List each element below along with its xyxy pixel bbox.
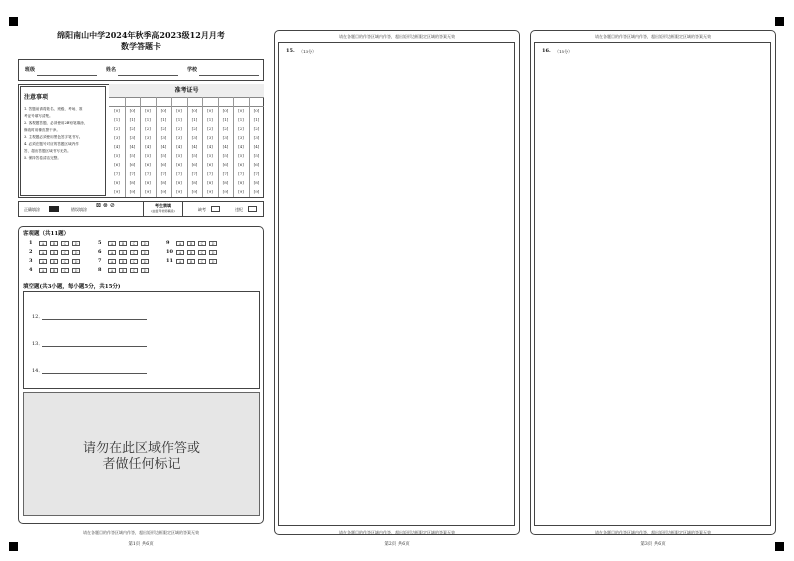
zhunkao-bubble[interactable]: [6] — [238, 162, 244, 167]
objective-option-bubble[interactable]: B — [119, 241, 127, 246]
zhunkao-bubble[interactable]: [7] — [129, 171, 136, 176]
wrong-fill-label: 错误填涂 — [71, 207, 87, 212]
zhunkao-bubble[interactable]: [9] — [253, 189, 260, 194]
objective-question-number: 3 — [29, 258, 33, 264]
violation-label: 违纪 — [235, 207, 243, 212]
correct-fill-label: 正确填涂 — [24, 207, 40, 212]
blank-number: 12． — [32, 314, 44, 320]
zhunkao-bubble[interactable]: [2] — [222, 126, 229, 131]
objective-option-bubble[interactable]: A — [176, 241, 184, 246]
zhunkao-bubble[interactable]: [8] — [160, 180, 167, 185]
objective-question-number: 8 — [98, 267, 102, 273]
zhunkao-bubble[interactable]: [1] — [238, 117, 244, 122]
zhunkao-bubble[interactable]: [6] — [222, 162, 229, 167]
objective-option-bubble[interactable]: D — [141, 268, 149, 273]
fill-blank-box — [23, 291, 260, 389]
zhunkao-bubble[interactable]: [4] — [191, 144, 198, 149]
zhunkao-bubble[interactable]: [2] — [114, 126, 120, 131]
objective-option-bubble[interactable]: C — [61, 250, 69, 255]
objective-option-bubble[interactable]: C — [198, 259, 206, 264]
zhunkao-bubble[interactable]: [3] — [145, 135, 151, 140]
objective-option-bubble[interactable]: B — [119, 268, 127, 273]
student-info-box — [18, 59, 264, 81]
zhunkao-bubble[interactable]: [4] — [129, 144, 136, 149]
zhunkao-bubble[interactable]: [0] — [207, 108, 213, 113]
zhunkao-bubble[interactable]: [4] — [176, 144, 182, 149]
footer-warning: 请在各题目的作答区域内作答，超出矩形边框限定区域的答案无效 — [83, 530, 199, 535]
absent-label: 缺考 — [198, 207, 206, 212]
objective-option-bubble[interactable]: A — [39, 241, 47, 246]
zhunkao-grid[interactable] — [109, 107, 264, 197]
objective-option-bubble[interactable]: B — [187, 241, 195, 246]
page-number: 第1页 共6页 — [128, 542, 154, 547]
alignment-mark — [9, 17, 18, 26]
no-answer-zone — [23, 392, 260, 516]
correct-fill-sample — [49, 206, 59, 212]
note-line: 2. 客观题答题，必须使用2B铅笔填涂， — [24, 121, 88, 125]
zhunkao-bubble[interactable]: [4] — [160, 144, 167, 149]
alignment-mark — [9, 542, 18, 551]
school-label: 学校 — [187, 67, 198, 73]
objective-option-bubble[interactable]: D — [72, 268, 80, 273]
zhunkao-bubble[interactable]: [3] — [238, 135, 244, 140]
zhunkao-bubble[interactable]: [4] — [114, 144, 120, 149]
zhunkao-bubble[interactable]: [3] — [129, 135, 136, 140]
zhunkao-bubble[interactable]: [9] — [129, 189, 136, 194]
q16-number: 16. — [542, 48, 551, 54]
objective-option-bubble[interactable]: D — [209, 241, 217, 246]
zhunkao-bubble[interactable]: [7] — [114, 171, 120, 176]
zhunkao-bubble[interactable]: [1] — [160, 117, 167, 122]
zhunkao-bubble[interactable]: [8] — [222, 180, 229, 185]
blank-number: 14． — [32, 368, 44, 374]
zhunkao-bubble[interactable]: [7] — [191, 171, 198, 176]
zhunkao-bubble[interactable]: [1] — [129, 117, 136, 122]
zhunkao-bubble[interactable]: [0] — [114, 108, 120, 113]
class-field[interactable] — [37, 75, 97, 76]
zhunkao-bubble[interactable]: [3] — [222, 135, 229, 140]
blank-answer-line[interactable] — [42, 319, 147, 320]
name-label: 姓名 — [106, 67, 117, 73]
zhunkao-bubble[interactable]: [5] — [238, 153, 244, 158]
zhunkao-bubble[interactable]: [6] — [191, 162, 198, 167]
objective-option-bubble[interactable]: D — [209, 250, 217, 255]
zhunkao-bubble[interactable]: [1] — [191, 117, 198, 122]
zhunkao-bubble[interactable]: [3] — [114, 135, 120, 140]
objective-option-bubble[interactable]: A — [108, 268, 116, 273]
objective-option-bubble[interactable]: C — [198, 241, 206, 246]
objective-option-bubble[interactable]: A — [108, 259, 116, 264]
zhunkao-bubble[interactable]: [2] — [129, 126, 136, 131]
zhunkao-bubble[interactable]: [9] — [160, 189, 167, 194]
zhunkao-bubble[interactable]: [0] — [222, 108, 229, 113]
alignment-mark — [775, 542, 784, 551]
zhunkao-bubble[interactable]: [3] — [176, 135, 182, 140]
zhunkao-bubble[interactable]: [2] — [145, 126, 151, 131]
zhunkao-bubble[interactable]: [9] — [145, 189, 151, 194]
zhunkao-bubble[interactable]: [9] — [238, 189, 244, 194]
zhunkao-bubble[interactable]: [4] — [145, 144, 151, 149]
note-line: 考证号填写清楚。 — [24, 114, 53, 118]
note-line: 4. 必须在题号对应的答题区域内作 — [24, 142, 79, 146]
zhunkao-bubble[interactable]: [1] — [253, 117, 260, 122]
zhunkao-bubble[interactable]: [8] — [253, 180, 260, 185]
note-line: 1. 答题前请将姓名、班级、考场、准 — [24, 107, 83, 111]
zhunkao-bubble[interactable]: [6] — [129, 162, 136, 167]
objective-option-bubble[interactable]: C — [61, 268, 69, 273]
objective-option-bubble[interactable]: B — [119, 250, 127, 255]
absent-title: 考生禁填 — [155, 203, 171, 208]
zhunkao-bubble[interactable]: [4] — [253, 144, 260, 149]
objective-option-bubble[interactable]: C — [198, 250, 206, 255]
zhunkao-bubble[interactable]: [9] — [207, 189, 213, 194]
objective-option-bubble[interactable]: B — [119, 259, 127, 264]
objective-question-number: 5 — [98, 240, 102, 246]
zhunkao-bubble[interactable]: [4] — [222, 144, 229, 149]
objective-option-bubble[interactable]: A — [39, 250, 47, 255]
objective-question-number: 6 — [98, 249, 102, 255]
objective-option-bubble[interactable]: D — [141, 250, 149, 255]
zhunkao-bubble[interactable]: [6] — [253, 162, 260, 167]
name-field[interactable] — [118, 75, 178, 76]
objective-question-number: 9 — [166, 240, 170, 246]
zhunkao-bubble[interactable]: [1] — [145, 117, 151, 122]
blank-answer-line[interactable] — [42, 373, 147, 374]
notes-title: 注意事项 — [24, 94, 49, 101]
zhunkao-bubble[interactable]: [9] — [176, 189, 182, 194]
objective-option-bubble[interactable]: A — [108, 250, 116, 255]
zhunkao-bubble[interactable]: [2] — [238, 126, 244, 131]
zhunkao-bubble[interactable]: [8] — [207, 180, 213, 185]
zhunkao-bubble[interactable]: [5] — [129, 153, 136, 158]
zhunkao-bubble[interactable]: [7] — [207, 171, 213, 176]
objective-option-bubble[interactable]: B — [50, 241, 58, 246]
zhunkao-bubble[interactable]: [5] — [207, 153, 213, 158]
fill-example-box — [18, 201, 264, 217]
absent-checkbox[interactable] — [211, 206, 220, 212]
zhunkao-bubble[interactable]: [8] — [176, 180, 182, 185]
zhunkao-bubble[interactable]: [6] — [207, 162, 213, 167]
zhunkao-bubble[interactable]: [3] — [253, 135, 260, 140]
absent-box — [143, 202, 183, 216]
objective-option-bubble[interactable]: A — [176, 250, 184, 255]
zhunkao-bubble[interactable]: [7] — [145, 171, 151, 176]
objective-option-bubble[interactable]: B — [50, 259, 58, 264]
note-line: 修改时用橡皮擦干净。 — [24, 128, 60, 132]
objective-option-bubble[interactable]: D — [209, 259, 217, 264]
q16-score: （15分） — [555, 49, 573, 54]
exam-title: 绵阳南山中学2024年秋季高2023级12月月考 — [57, 30, 225, 40]
zhunkao-bubble[interactable]: [0] — [238, 108, 244, 113]
zhunkao-bubble[interactable]: [2] — [160, 126, 167, 131]
objective-question-number: 7 — [98, 258, 102, 264]
fill-blank-title: 填空题(共3小题，每小题5分，共15分) — [23, 284, 121, 290]
notes-panel — [20, 86, 106, 196]
blank-answer-line[interactable] — [42, 346, 147, 347]
zhunkao-bubble[interactable]: [2] — [253, 126, 260, 131]
zhunkao-bubble[interactable]: [6] — [160, 162, 167, 167]
zhunkao-bubble[interactable]: [4] — [207, 144, 213, 149]
zhunkao-bubble[interactable]: [2] — [207, 126, 213, 131]
zhunkao-bubble[interactable]: [5] — [145, 153, 151, 158]
zhunkao-bubble[interactable]: [5] — [176, 153, 182, 158]
objective-option-bubble[interactable]: B — [187, 250, 195, 255]
zhunkao-bubble[interactable]: [1] — [207, 117, 213, 122]
objective-option-bubble[interactable]: B — [50, 250, 58, 255]
objective-option-bubble[interactable]: A — [39, 259, 47, 264]
objective-option-bubble[interactable]: D — [72, 250, 80, 255]
wrong-fill-samples: ⊠ ⊗ ⊘ — [96, 202, 115, 209]
objective-option-bubble[interactable]: D — [141, 241, 149, 246]
zhunkao-bubble[interactable]: [2] — [191, 126, 198, 131]
no-answer-line2: 者做任何标记 — [102, 457, 181, 472]
zhunkao-bubble[interactable]: [8] — [114, 180, 120, 185]
absent-sub: (由监考老师填涂) — [151, 209, 175, 213]
zhunkao-bubble[interactable]: [5] — [191, 153, 198, 158]
q15-number: 15. — [286, 48, 295, 54]
objective-option-bubble[interactable]: A — [108, 241, 116, 246]
zhunkao-bubble[interactable]: [8] — [129, 180, 136, 185]
violation-checkbox[interactable] — [248, 206, 257, 212]
objective-option-bubble[interactable]: D — [141, 259, 149, 264]
sheet-title: 数学答题卡 — [121, 41, 161, 51]
q15-score: （13分） — [299, 49, 317, 54]
note-line: 答，超出答题区域书写无效。 — [24, 149, 71, 153]
objective-option-bubble[interactable]: C — [61, 259, 69, 264]
zhunkao-bubble[interactable]: [1] — [176, 117, 182, 122]
no-answer-line1: 请勿在此区域作答或 — [82, 441, 200, 456]
zhunkao-bubble[interactable]: [3] — [160, 135, 167, 140]
zhunkao-bubble[interactable]: [7] — [253, 171, 260, 176]
zhunkao-bubble[interactable]: [0] — [160, 108, 167, 113]
zhunkao-bubble[interactable]: [8] — [145, 180, 151, 185]
page-title — [18, 30, 264, 52]
note-line: 5. 保持答卷清洁完整。 — [24, 156, 61, 160]
zhunkao-bubble[interactable]: [1] — [114, 117, 120, 122]
zhunkao-bubble[interactable]: [7] — [176, 171, 182, 176]
zhunkao-bubble[interactable]: [5] — [160, 153, 167, 158]
page-number: 第2页 共6页 — [384, 542, 410, 547]
q16-answer-box[interactable] — [534, 42, 771, 526]
zhunkao-bubble[interactable]: [6] — [145, 162, 151, 167]
objective-grid — [23, 240, 253, 276]
objective-question-number: 11 — [166, 258, 173, 264]
header-warning: 请在各题目的作答区域内作答，超出矩形边框限定区域的答案无效 — [339, 34, 455, 39]
footer-warning: 请在各题目的作答区域内作答，超出矩形边框限定区域的答案无效 — [339, 530, 455, 535]
objective-option-bubble[interactable]: D — [72, 241, 80, 246]
objective-question-number: 4 — [29, 267, 33, 273]
zhunkao-bubble[interactable]: [4] — [238, 144, 244, 149]
zhunkao-bubble[interactable]: [5] — [222, 153, 229, 158]
objective-option-bubble[interactable]: D — [72, 259, 80, 264]
zhunkao-bubble[interactable]: [7] — [238, 171, 244, 176]
zhunkao-bubble[interactable]: [3] — [191, 135, 198, 140]
school-field[interactable] — [199, 75, 259, 76]
zhunkao-bubble[interactable]: [7] — [160, 171, 167, 176]
zhunkao-bubble[interactable]: [6] — [114, 162, 120, 167]
zhunkao-bubble[interactable]: [8] — [238, 180, 244, 185]
zhunkao-bubble[interactable]: [9] — [191, 189, 198, 194]
objective-option-bubble[interactable]: C — [130, 259, 138, 264]
zhunkao-bubble[interactable]: [9] — [114, 189, 120, 194]
zhunkao-bubble[interactable]: [7] — [222, 171, 229, 176]
zhunkao-bubble[interactable]: [1] — [222, 117, 229, 122]
zhunkao-bubble[interactable]: [8] — [191, 180, 198, 185]
blank-number: 13． — [32, 341, 44, 347]
objective-question-number: 2 — [29, 249, 33, 255]
zhunkao-bubble[interactable]: [5] — [114, 153, 120, 158]
objective-question-number: 10 — [166, 249, 173, 255]
objective-option-bubble[interactable]: C — [130, 250, 138, 255]
zhunkao-title: 准考证号 — [109, 84, 264, 98]
objective-option-bubble[interactable]: C — [61, 241, 69, 246]
objective-option-bubble[interactable]: C — [130, 241, 138, 246]
objective-option-bubble[interactable]: B — [187, 259, 195, 264]
zhunkao-bubble[interactable]: [0] — [145, 108, 151, 113]
objective-option-bubble[interactable]: A — [39, 268, 47, 273]
footer-warning: 请在各题目的作答区域内作答，超出矩形边框限定区域的答案无效 — [595, 530, 711, 535]
objective-option-bubble[interactable]: B — [50, 268, 58, 273]
zhunkao-bubble[interactable]: [0] — [129, 108, 136, 113]
objective-option-bubble[interactable]: C — [130, 268, 138, 273]
zhunkao-bubble[interactable]: [3] — [207, 135, 213, 140]
zhunkao-bubble[interactable]: [9] — [222, 189, 229, 194]
q15-answer-box[interactable] — [278, 42, 515, 526]
zhunkao-bubble[interactable]: [0] — [253, 108, 260, 113]
alignment-mark — [775, 17, 784, 26]
objective-question-number: 1 — [29, 240, 33, 246]
zhunkao-bubble[interactable]: [6] — [176, 162, 182, 167]
header-warning: 请在各题目的作答区域内作答，超出矩形边框限定区域的答案无效 — [595, 34, 711, 39]
zhunkao-bubble[interactable]: [0] — [176, 108, 182, 113]
page-number: 第3页 共6页 — [640, 542, 666, 547]
zhunkao-bubble[interactable]: [5] — [253, 153, 260, 158]
zhunkao-bubble[interactable]: [0] — [191, 108, 198, 113]
zhunkao-bubble[interactable]: [2] — [176, 126, 182, 131]
note-line: 3. 主观题必须使用黑色签字笔书写。 — [24, 135, 83, 139]
class-label: 班级 — [25, 67, 36, 73]
objective-option-bubble[interactable]: A — [176, 259, 184, 264]
objective-title: 客观题（共11题） — [23, 231, 70, 237]
